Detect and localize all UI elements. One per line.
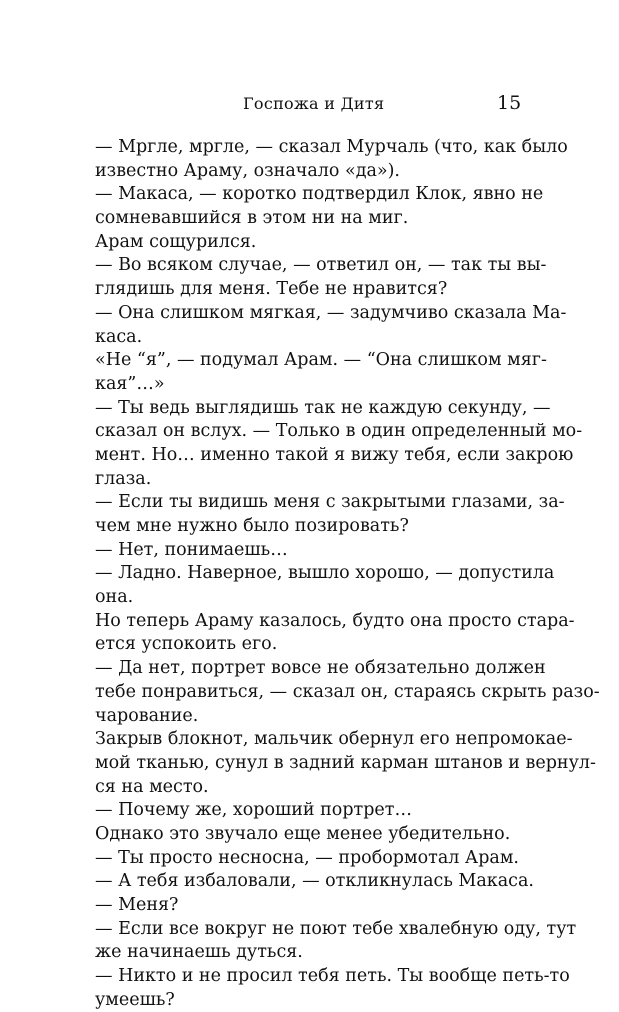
running-head [0, 94, 619, 118]
text-line: — Она слишком мягкая, — задумчиво сказала Ма- [95, 302, 567, 323]
text-line: — Ты ведь выглядишь так не каждую секунду, — [95, 397, 551, 418]
text-line: глядишь для меня. Тебе не нравится? [95, 279, 448, 300]
text-line: ся на место. [95, 776, 209, 797]
text-line: «Не “я”, — подумал Арам. — “Она слишком мяг- [95, 350, 547, 371]
text-line: сказал он вслух. — Только в один определенный мо- [95, 421, 583, 442]
running-title: Госпожа и Дитя [243, 94, 385, 113]
text-line: — Ладно. Наверное, вышло хорошо, — допустила [95, 563, 555, 584]
text-line: — Ты просто несносна, — пробормотал Арам. [95, 847, 519, 868]
page-number: 15 [497, 92, 522, 114]
text-line: глаза. [95, 468, 152, 489]
text-line: мент. Но… именно такой я вижу тебя, если закрою [95, 444, 574, 465]
text-line: — Если ты видишь меня с закрытыми глазами, за- [95, 492, 565, 513]
text-line: — А тебя избаловали, — откликнулась Макаса. [95, 871, 534, 892]
text-line: она. [95, 587, 134, 608]
text-line: — Да нет, портрет вовсе не обязательно должен [95, 658, 546, 679]
text-line: мой тканью, сунул в задний карман штанов и вернул- [95, 752, 596, 773]
text-line: — Во всяком случае, — ответил он, — так ты вы- [95, 255, 547, 276]
text-line: чем мне нужно было позировать? [95, 516, 409, 536]
text-line: каса. [95, 326, 143, 347]
text-line: Однако это звучало еще менее убедительно. [95, 823, 511, 844]
body-text [95, 136, 600, 1012]
text-line: сомневавшийся в этом ни на миг. [95, 208, 409, 229]
text-line: кая”…» [95, 373, 165, 394]
text-line: — Если все вокруг не поют тебе хвалебную оду, тут [95, 918, 577, 939]
text-line: — Никто и не просил тебя петь. Ты вообще петь-то [95, 966, 570, 987]
text-line: — Мргле, мргле, — сказал Мурчаль (что, как было [95, 137, 568, 157]
text-line: — Меня? [95, 895, 179, 915]
text-line: известно Араму, означало «да»). [95, 160, 400, 181]
text-line: Но теперь Араму казалось, будто она просто стара- [95, 610, 575, 631]
text-line: умеешь? [95, 989, 175, 1010]
text-line: Закрыв блокнот, мальчик обернул его непромокае- [95, 729, 573, 750]
text-line: — Нет, понимаешь… [95, 539, 288, 560]
text-line: же начинаешь дуться. [95, 942, 303, 963]
text-line: тебе понравиться, — сказал он, стараясь скрыть разо- [95, 681, 600, 702]
text-line: — Почему же, хороший портрет… [95, 800, 412, 821]
text-line: — Макаса, — коротко подтвердил Клок, явно не [95, 184, 544, 205]
text-line: чарование. [95, 705, 199, 726]
text-line: Арам сощурился. [95, 231, 257, 252]
text-line: ется успокоить его. [95, 634, 278, 655]
